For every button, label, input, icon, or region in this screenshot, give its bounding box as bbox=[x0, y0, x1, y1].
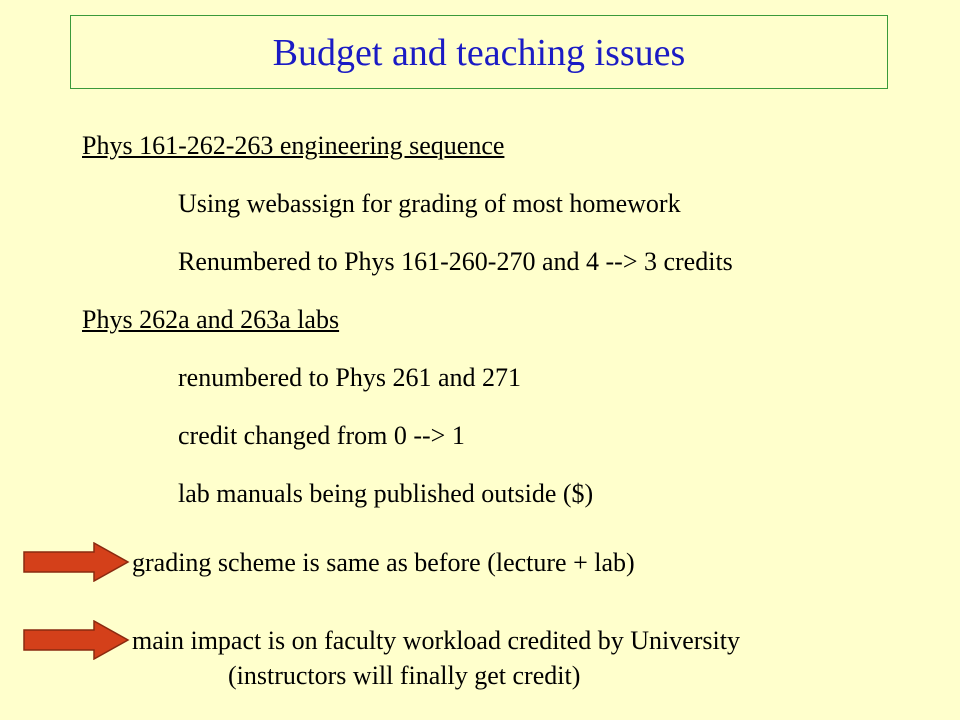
arrow-point-grading: grading scheme is same as before (lecture + lab) bbox=[132, 548, 635, 577]
title-box bbox=[70, 15, 888, 89]
arrow-icon bbox=[22, 542, 130, 582]
bullet-lab-manuals: lab manuals being published outside ($) bbox=[178, 479, 594, 508]
arrow-point-impact-continuation: (instructors will finally get credit) bbox=[228, 661, 581, 690]
bullet-credit-changed: credit changed from 0 --> 1 bbox=[178, 421, 465, 450]
section-heading-labs: Phys 262a and 263a labs bbox=[82, 305, 340, 334]
arrow-point-impact: main impact is on faculty workload credited by University bbox=[132, 626, 740, 655]
arrow-icon bbox=[22, 620, 130, 660]
slide-title: Budget and teaching issues bbox=[272, 32, 686, 74]
bullet-renumbered: Renumbered to Phys 161-260-270 and 4 --> 3 credits bbox=[178, 247, 733, 276]
bullet-lab-renumbered: renumbered to Phys 261 and 271 bbox=[178, 363, 522, 392]
bullet-webassign: Using webassign for grading of most homework bbox=[178, 189, 681, 218]
section-heading-engineering: Phys 161-262-263 engineering sequence bbox=[82, 131, 505, 160]
